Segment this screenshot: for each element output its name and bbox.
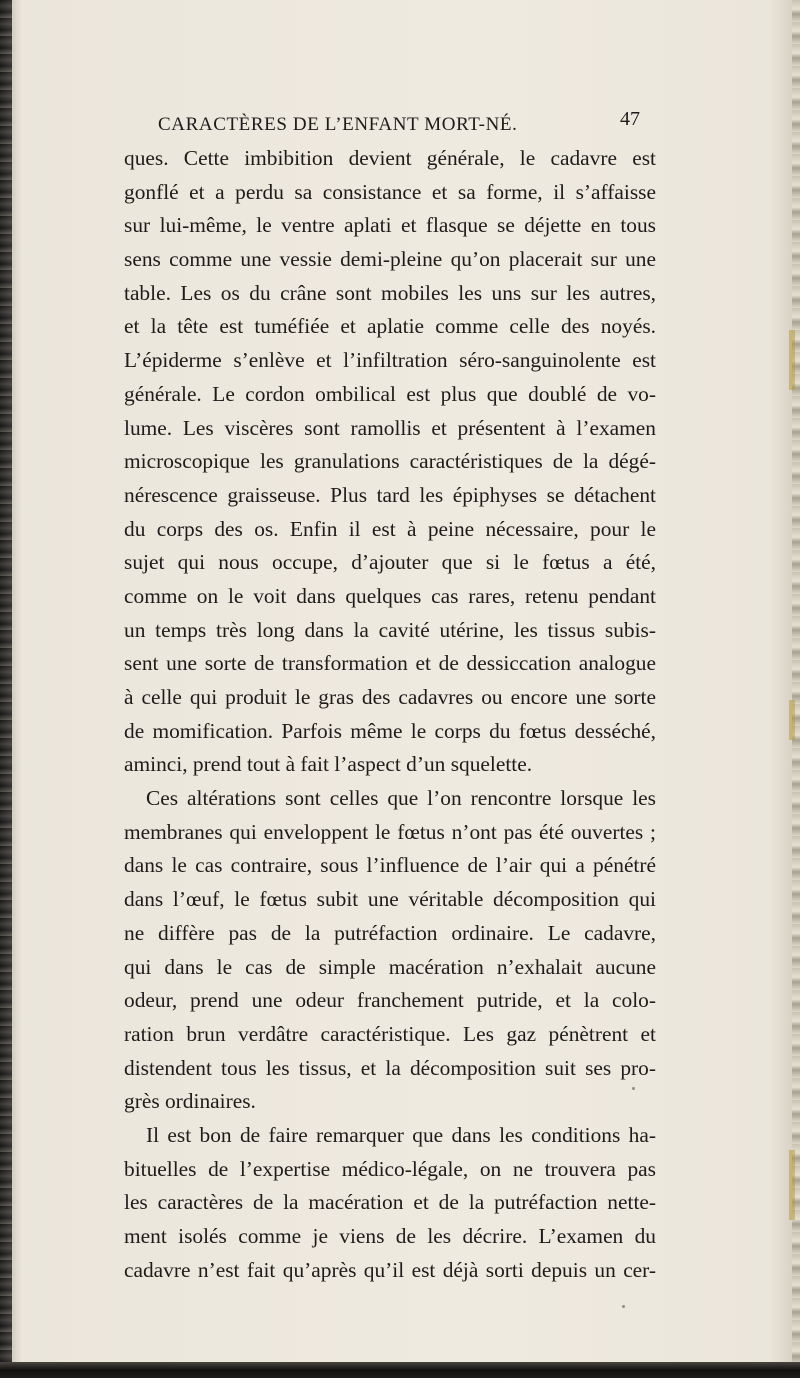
text-line: et la tête est tuméfiée et aplatie comme celle des noyés. bbox=[124, 314, 656, 339]
text-line: les caractères de la macération et de la putréfaction nette- bbox=[124, 1190, 656, 1215]
paper-stain bbox=[789, 1150, 795, 1220]
text-line: ment isolés comme je viens de les décrire. L’examen du bbox=[124, 1224, 656, 1248]
text-line: ration brun verdâtre caractéristique. Les gaz pénètrent et bbox=[124, 1021, 656, 1046]
page-number: 47 bbox=[620, 108, 640, 130]
text-line: sur lui-même, le ventre aplati et flasque se déjette en tous bbox=[124, 213, 656, 238]
text-line: ques. Cette imbibition devient générale, le cadavre est bbox=[124, 146, 656, 170]
text-line: distendent tous les tissus, et la décomposition suit ses pro- bbox=[124, 1055, 656, 1080]
text-line: ne diffère pas de la putréfaction ordinaire. Le cadavre, bbox=[124, 920, 656, 945]
book-binding-shadow bbox=[0, 0, 12, 1378]
text-line: sujet qui nous occupe, d’ajouter que si le fœtus a été, bbox=[124, 550, 656, 575]
running-title: CARACTÈRES DE L’ENFANT MORT-NÉ. bbox=[158, 114, 518, 135]
text-line: lume. Les viscères sont ramollis et présentent à l’examen bbox=[124, 415, 656, 440]
text-line: table. Les os du crâne sont mobiles les uns sur les autres, bbox=[124, 280, 656, 305]
text-line: dans l’œuf, le fœtus subit une véritable décomposition qui bbox=[124, 887, 656, 912]
text-line: gonflé et a perdu sa consistance et sa forme, il s’affaisse bbox=[124, 179, 656, 204]
text-line: sent une sorte de transformation et de dessiccation analogue bbox=[124, 651, 656, 676]
scan-bottom-edge bbox=[0, 1362, 800, 1378]
text-line: aminci, prend tout à fait l’aspect d’un squelette. bbox=[124, 752, 533, 777]
text-line: membranes qui enveloppent le fœtus n’ont pas été ouvertes ; bbox=[124, 819, 656, 844]
page-header bbox=[158, 108, 640, 144]
text-line: nérescence graisseuse. Plus tard les épiphyses se détachent bbox=[124, 482, 656, 507]
paper-stain bbox=[789, 330, 795, 390]
text-line: bituelles de l’expertise médico-légale, on ne trouvera pas bbox=[124, 1156, 656, 1181]
text-line: sens comme une vessie demi-pleine qu’on placerait sur une bbox=[124, 247, 656, 272]
text-line: générale. Le cordon ombilical est plus que doublé de vo- bbox=[124, 381, 656, 406]
text-line: L’épiderme s’enlève et l’infiltration séro-sanguinolente est bbox=[124, 348, 656, 373]
text-line: dans le cas contraire, sous l’influence de l’air qui a pénétré bbox=[124, 853, 656, 878]
text-line: comme on le voit dans quelques cas rares, retenu pendant bbox=[124, 583, 656, 608]
text-line: grès ordinaires. bbox=[124, 1089, 256, 1114]
text-line: du corps des os. Enfin il est à peine nécessaire, pour le bbox=[124, 516, 656, 541]
text-line: un temps très long dans la cavité utérine, les tissus subis- bbox=[124, 617, 656, 642]
text-line: Ces altérations sont celles que l’on rencontre lorsque les bbox=[146, 786, 656, 811]
text-line: microscopique les granulations caractéristiques de la dégé- bbox=[124, 449, 656, 474]
text-line: Il est bon de faire remarquer que dans les conditions ha- bbox=[146, 1122, 656, 1147]
paper-speck bbox=[632, 1087, 635, 1090]
text-line: de momification. Parfois même le corps du fœtus desséché, bbox=[124, 718, 656, 743]
text-line: à celle qui produit le gras des cadavres ou encore une sorte bbox=[124, 685, 656, 709]
text-line: cadavre n’est fait qu’après qu’il est déjà sorti depuis un cer- bbox=[124, 1257, 656, 1282]
body-text bbox=[124, 142, 656, 1287]
text-line: qui dans le cas de simple macération n’exhalait aucune bbox=[124, 954, 656, 979]
text-line: odeur, prend une odeur franchement putride, et la colo- bbox=[124, 988, 656, 1013]
paper-stain bbox=[789, 700, 795, 740]
paper-speck bbox=[622, 1305, 625, 1308]
